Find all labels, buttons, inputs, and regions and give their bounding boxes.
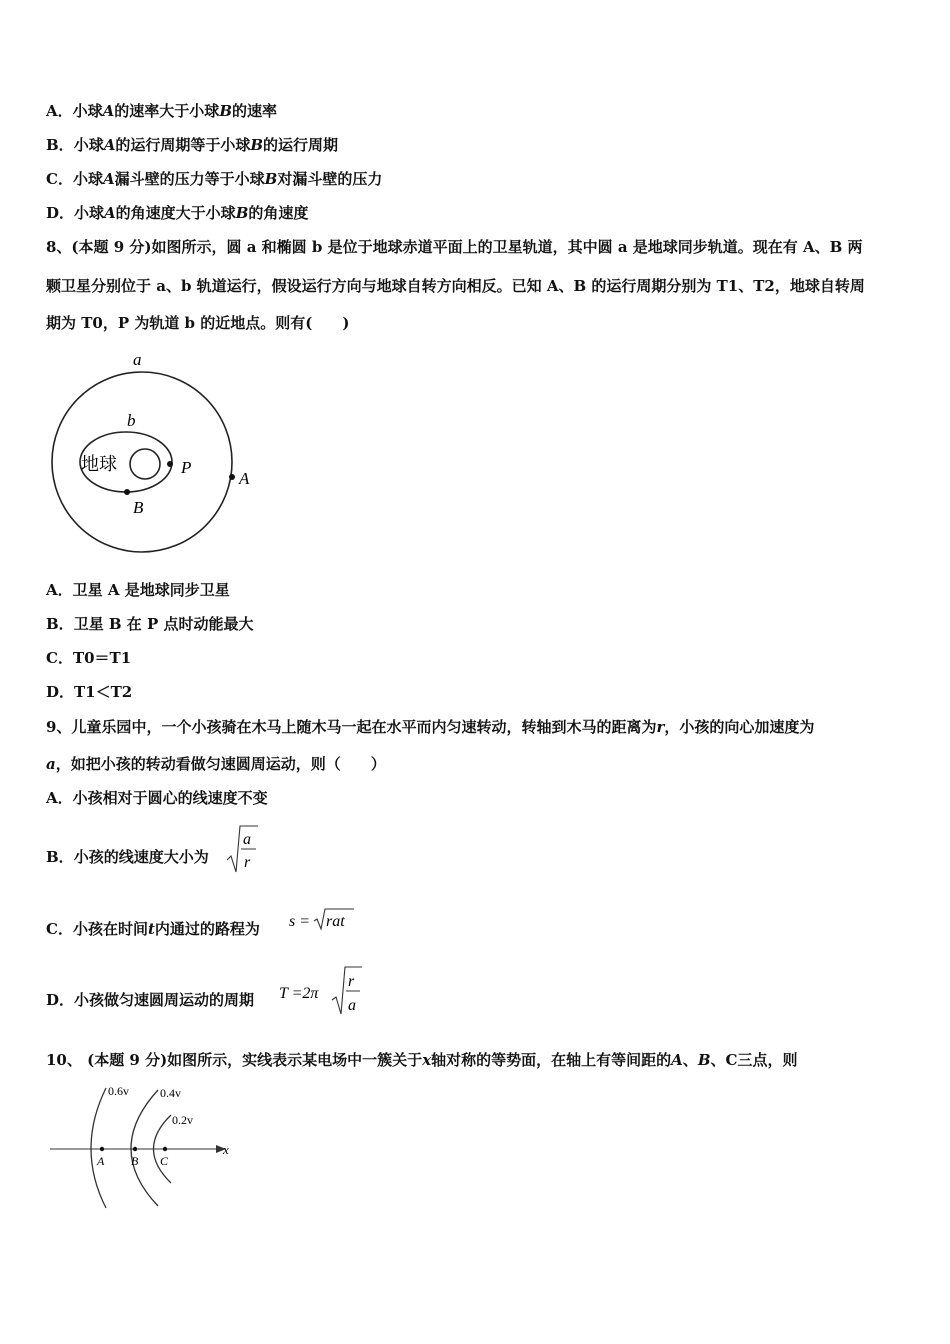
earth-circle (130, 449, 160, 479)
q8-option-c: C．T0＝T1 (46, 649, 132, 667)
q9-option-a: A．小孩相对于圆心的线速度不变 (46, 789, 268, 807)
q7-option-d: D．小球A的角速度大于小球B的角速度 (46, 204, 309, 222)
equipotential-diagram (46, 1078, 246, 1213)
point-b-dot (133, 1147, 137, 1151)
satellite-b-dot (124, 489, 130, 495)
q9-stem-line-2: a，如把小孩的转动看做匀速圆周运动，则（ ） (46, 755, 386, 773)
formula-b-denominator: r (244, 854, 251, 871)
label-point-c: C (160, 1154, 169, 1168)
q8-stem-line-2: 颗卫星分别位于 a、b 轨道运行，假设运行方向与地球自转方向相反。已知 A、B 的运行周期分别为 T1、T2，地球自转周 (46, 277, 865, 295)
q8-option-b: B．卫星 B 在 P 点时动能最大 (46, 615, 254, 633)
q7-option-b: B．小球A的运行周期等于小球B的运行周期 (46, 136, 339, 154)
label-0-6v: 0.6v (108, 1084, 129, 1098)
label-0-2v: 0.2v (172, 1113, 193, 1127)
label-satellite-b: B (133, 498, 144, 517)
point-a-dot (100, 1147, 104, 1151)
q7-option-a: A．小球A的速率大于小球B的速率 (46, 102, 278, 120)
satellite-a-dot (229, 474, 235, 480)
label-b: b (127, 411, 136, 430)
q9-option-d: D．小孩做匀速圆周运动的周期 (46, 991, 255, 1009)
q9-formula-c (288, 906, 360, 934)
formula-c-lhs: s = (289, 913, 311, 930)
label-0-4v: 0.4v (160, 1086, 181, 1100)
label-satellite-a: A (239, 469, 250, 488)
formula-c-radicand: rat (326, 913, 345, 930)
q8-option-d: D．T1＜T2 (46, 683, 133, 701)
formula-d-lhs: T =2π (279, 985, 319, 1002)
label-p: P (181, 458, 192, 477)
point-c-dot (163, 1147, 167, 1151)
q8-stem-line-3: 期为 T0，P 为轨道 b 的近地点。则有( ) (46, 314, 350, 332)
label-a: a (133, 350, 142, 369)
formula-d-denominator: a (348, 997, 356, 1014)
orbit-diagram (40, 345, 270, 560)
q10-stem: 10、 (本题 9 分)如图所示，实线表示某电场中一簇关于x轴对称的等势面，在轴上有等间距的A、B、C三点，则 (46, 1051, 798, 1069)
q9-formula-d (278, 964, 368, 1018)
q9-formula-b-sqrt (226, 824, 260, 876)
label-point-a: A (97, 1154, 105, 1168)
q9-option-b: B．小孩的线速度大小为 (46, 848, 209, 866)
q8-stem-line-1: 8、(本题 9 分)如图所示，圆 a 和椭圆 b 是位于地球赤道平面上的卫星轨道，其中圆 a 是地球同步轨道。现在有 A、B 两 (46, 238, 863, 256)
formula-b-numerator: a (243, 831, 251, 848)
label-point-b: B (131, 1154, 139, 1168)
formula-d-numerator: r (348, 973, 355, 990)
q8-option-a: A．卫星 A 是地球同步卫星 (46, 581, 230, 599)
label-x-axis: x (223, 1142, 229, 1157)
q9-stem-line-1: 9、儿童乐园中，一个小孩骑在木马上随木马一起在水平而内匀速转动，转轴到木马的距离为r，小孩的向心加速度为 (46, 718, 815, 736)
orbit-a-circle (52, 372, 232, 552)
q9-option-c: C．小孩在时间t内通过的路程为 (46, 920, 260, 938)
q7-option-c: C．小球A漏斗壁的压力等于小球B对漏斗壁的压力 (46, 170, 383, 188)
point-p-dot (167, 461, 173, 467)
label-earth: 地球 (81, 454, 117, 475)
